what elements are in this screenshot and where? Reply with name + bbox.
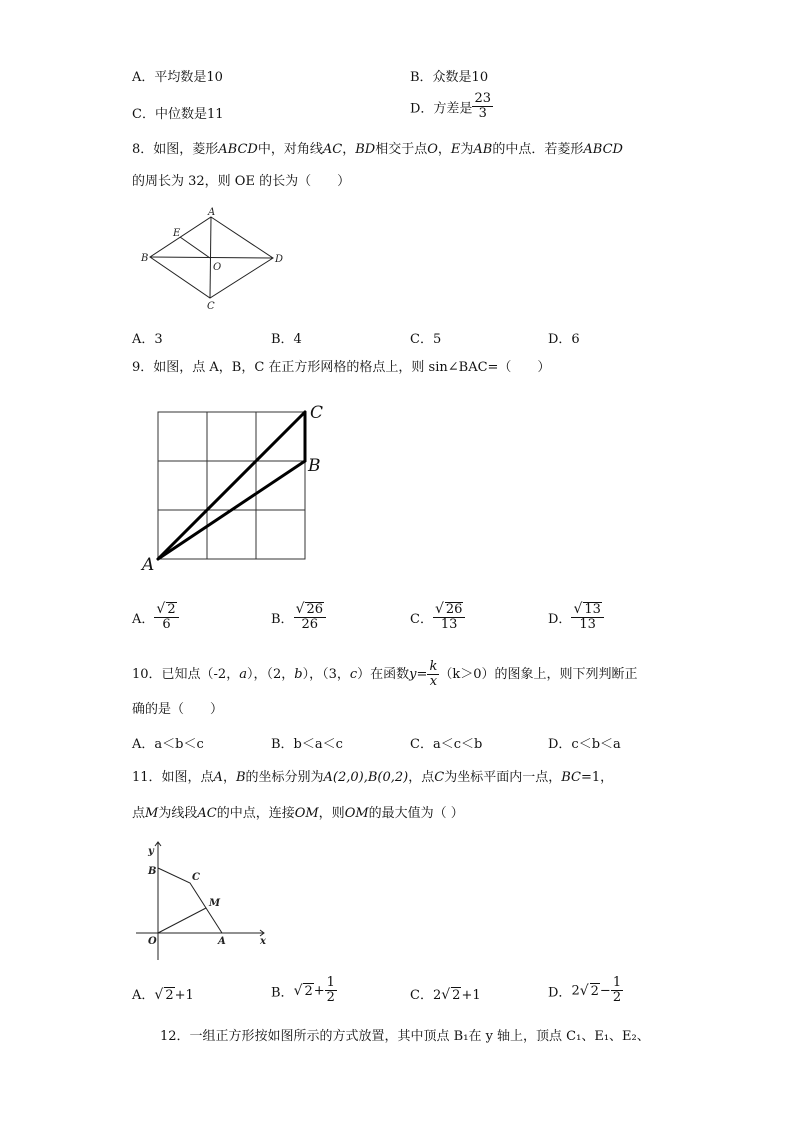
q8-option-c: C．5 (410, 332, 442, 347)
segment-ac (158, 412, 305, 559)
q9-label-c: C (310, 403, 324, 423)
q9-option-b: B． $\frac{√ 26}{26}$ (271, 602, 326, 633)
fraction-denominator: 3 (472, 106, 493, 121)
q7-option-b: B．众数是10 (410, 70, 489, 85)
q11-label-m: M (209, 898, 221, 909)
q9-grid-figure (138, 398, 338, 578)
q11-option-c: C．2√ 2+1 (410, 987, 481, 1003)
q9-stem: 9．如图，点 A，B，C 在正方形网格的格点上，则 sin∠BAC=（ ） (132, 360, 551, 375)
q8-option-d: D．6 (548, 332, 580, 347)
q11-label-x: x (260, 936, 266, 947)
q9-label-b: B (308, 456, 321, 476)
q11-option-a: A．√ 2+1 (132, 987, 194, 1003)
q9-option-c: C． $\frac{√ 26}{13}$ (410, 602, 465, 633)
q10-stem-line1: 10．已知点（-2，a），（2，b），（3，c）在函数y= $\frac{k}{x}$ （k＞0）的图象上，则下列判断正 (132, 659, 638, 690)
q10-stem-line2: 确的是（ ） (132, 702, 224, 717)
q11-label-o: O (148, 936, 157, 947)
fraction-numerator: 23 (474, 91, 491, 106)
q11-label-y: y (148, 846, 154, 857)
q11-label-b: B (148, 866, 157, 877)
q7-option-d-fraction (472, 92, 493, 122)
q8-label-a: A (208, 207, 216, 218)
q8-label-d: D (275, 254, 284, 265)
segment-om (158, 908, 206, 933)
q10-option-c: C．a＜c＜b (410, 737, 483, 752)
q8-rhombus-figure (138, 206, 288, 310)
q10-option-a: A．a＜b＜c (132, 737, 204, 752)
q8-stem-line1: 8．如图，菱形ABCD中，对角线AC，BD相交于点O，E为AB的中点．若菱形ABCD (132, 142, 623, 157)
q11-coordinate-figure (132, 836, 277, 964)
q8-label-e: E (173, 228, 181, 239)
segment-oe (180, 237, 210, 258)
q9-label-a: A (142, 555, 155, 575)
q7-option-a: A．平均数是10 (132, 70, 223, 85)
q9-option-a: A． $\frac{√ 2}{6}$ (132, 602, 179, 633)
q10-option-b: B．b＜a＜c (271, 737, 343, 752)
q7-option-c: C．中位数是11 (132, 107, 224, 122)
q11-label-c: C (192, 872, 200, 883)
q7-option-d-label: D．方差是 (410, 101, 473, 117)
q8-option-a: A．3 (132, 332, 163, 347)
q10-option-d: D．c＜b＜a (548, 737, 621, 752)
q9-option-d: D． $\frac{√ 13}{13}$ (548, 602, 604, 633)
q7-option-d (410, 92, 493, 122)
q8-stem-line2: 的周长为 32，则 OE 的长为（ ） (132, 174, 351, 189)
q11-option-d: D．2√ 2− $\frac{1}{2}$ (548, 975, 622, 1006)
diagonal-bd (150, 257, 273, 258)
q12-stem: 12．一组正方形按如图所示的方式放置，其中顶点 B₁在 y 轴上，顶点 C₁、E₁、E₂、 (160, 1029, 650, 1044)
q11-option-b: B．√ 2+ $\frac{1}{2}$ (271, 975, 335, 1006)
q8-label-o: O (213, 262, 222, 273)
q11-label-a: A (218, 936, 226, 947)
q10-function-fraction: $\frac{k}{x}$ (429, 659, 438, 690)
q11-stem-line1: 11．如图，点A，B的坐标分别为A(2,0),B(0,2)，点C为坐标平面内一点，BC=1， (132, 770, 614, 785)
q8-label-c: C (207, 301, 215, 310)
q8-option-b: B．4 (271, 332, 302, 347)
q11-stem-line2: 点M为线段AC的中点，连接OM，则OM的最大值为（ ） (132, 806, 464, 821)
q8-label-b: B (141, 253, 149, 264)
